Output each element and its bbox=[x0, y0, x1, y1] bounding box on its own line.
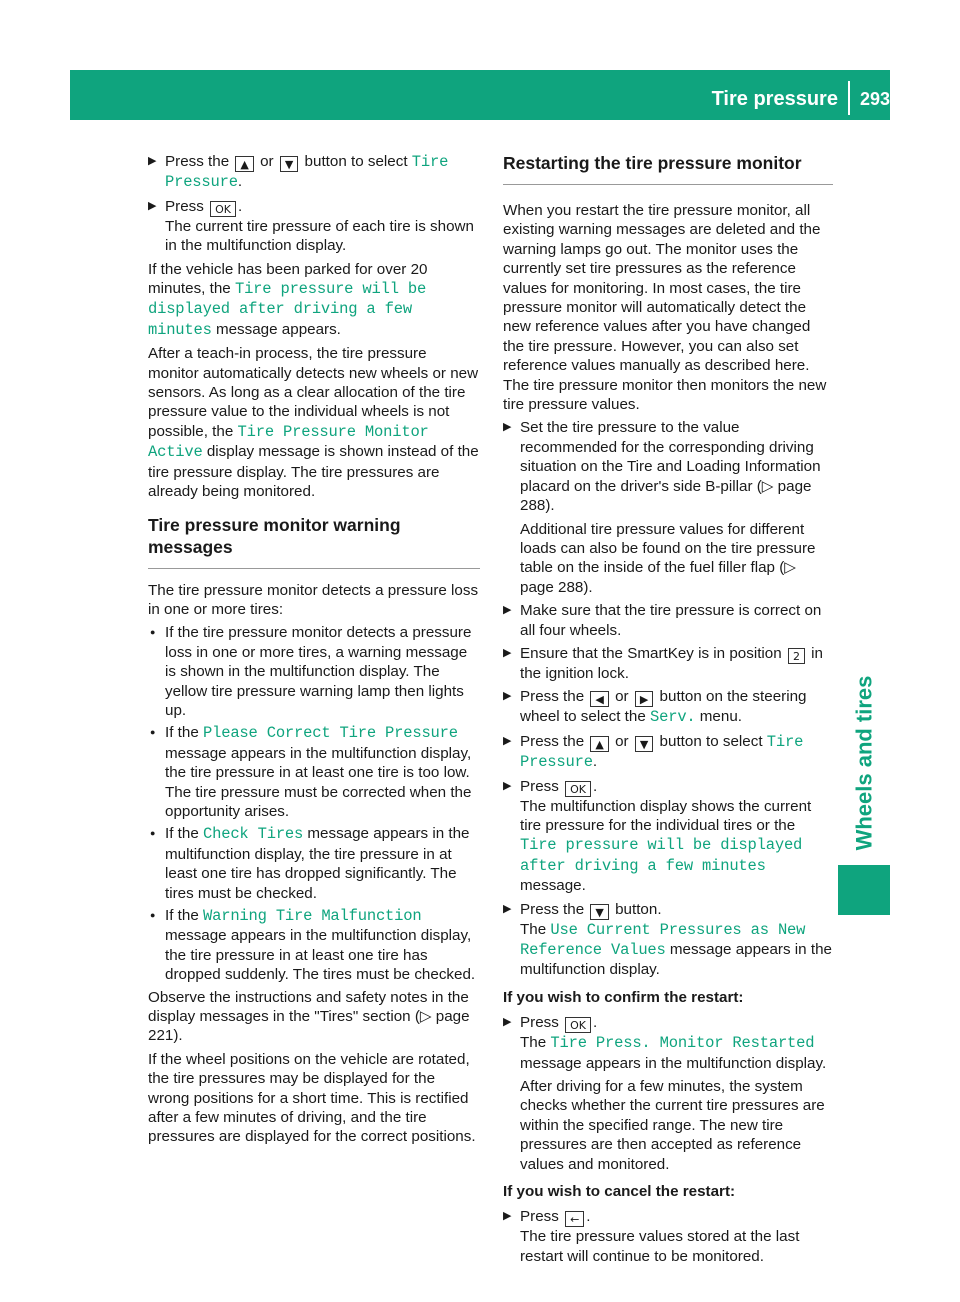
subheading-cancel: If you wish to cancel the restart: bbox=[503, 1183, 736, 1201]
step-note: After driving for a few minutes, the system checks whether the current tire pressures are within the specified range. The new tire pressures are then accepted as reference values and monitored. bbox=[520, 1078, 825, 1173]
paragraph: After a teach-in process, the tire pressure monitor automatically detects new wheels or new sensors. As long as a clear allocation of the tire pressure value to the individual wheels is not possible, the Tire Pressure Monitor Active display message is shown instead of the tire pressure display. The tire pressures are already being monitored. bbox=[148, 345, 479, 501]
display-message: Tire Pressure bbox=[165, 153, 449, 192]
display-message: Warning Tire Malfunction bbox=[203, 907, 422, 925]
instruction-step: ▶ Ensure that the SmartKey is in position 2 in the ignition lock. bbox=[503, 644, 833, 683]
display-message: Use Current Pressures as New Reference Values bbox=[520, 920, 806, 959]
step-result: The current tire pressure of each tire is shown in the multifunction display. bbox=[165, 217, 474, 255]
instruction-step: ▶ Press the ▼ button. The Use Current Pressures as New Reference Values message appears in the multifunction display. bbox=[503, 900, 833, 980]
down-arrow-key-icon: ▼ bbox=[280, 156, 298, 172]
ok-key-icon: OK bbox=[565, 781, 591, 797]
step-result: The tire pressure values stored at the last restart will continue to be monitored. bbox=[520, 1228, 800, 1265]
chapter-tab-label: Wheels and tires bbox=[851, 675, 877, 850]
instruction-step: ▶ Press the ▲ or ▼ button to select Tire Pressure. bbox=[503, 732, 833, 773]
paragraph: When you restart the tire pressure monitor, all existing warning messages are deleted and the warning lamps go out. The monitor uses the currently set tire pressures as the reference values for monitoring. In most cases, the tire pressure monitor will automatically detect the new reference values after you have changed the tire pressure. However, you can also set reference values manually as described here. The tire pressure monitor then monitors the new tire pressure values. bbox=[503, 202, 827, 414]
instruction-step: ▶ Press the ▲ or ▼ button to select Tire Pressure. bbox=[148, 152, 480, 193]
left-arrow-key-icon: ◀ bbox=[590, 691, 608, 707]
down-arrow-key-icon: ▼ bbox=[635, 736, 653, 752]
display-message: Tire Pressure Monitor Active bbox=[148, 422, 429, 462]
header bbox=[712, 86, 890, 114]
display-message: Serv. bbox=[650, 708, 696, 727]
instruction-step: ▶ Press OK . The multifunction display shows the current tire pressure for the individual tires or the Tire pressure will be displayed after driving a few minutes message. bbox=[503, 777, 833, 896]
instruction-step: ▶ Press ← . The tire pressure values stored at the last restart will continue to be monitored. bbox=[503, 1207, 833, 1266]
display-message: Check Tires bbox=[203, 825, 304, 844]
list-item: ● If the tire pressure monitor detects a pressure loss in one or more tires, a warning message is shown in the multifunction display. The yellow tire pressure warning lamp then lights up. bbox=[148, 623, 480, 720]
subheading-confirm: If you wish to confirm the restart: bbox=[503, 988, 744, 1006]
instruction-step: ▶ Press OK . The current tire pressure of each tire is shown in the multifunction display. bbox=[148, 197, 480, 256]
list-item: ● If the Warning Tire Malfunction message appears in the multifunction display, the tire pressure in at least one tire has dropped suddenly. The tires must be checked. bbox=[148, 906, 480, 985]
paragraph: The tire pressure monitor detects a pressure loss in one or more tires: bbox=[148, 581, 479, 618]
paragraph: Observe the instructions and safety notes in the display messages in the "Tires" section (▷ page 221). bbox=[148, 988, 470, 1045]
display-message: Tire Press. Monitor Restarted bbox=[550, 1034, 815, 1053]
paragraph: If the vehicle has been parked for over 20 minutes, the Tire pressure will be displayed after driving a few minutes message appears. bbox=[148, 260, 428, 339]
step-note: Additional tire pressure values for different loads can also be found on the tire pressure table on the inside of the fuel filler flap (▷ page 288). bbox=[520, 520, 816, 596]
section-heading: Restarting the tire pressure monitor bbox=[503, 152, 833, 185]
instruction-step: ▶ Press the ◀ or ▶ button on the steering wheel to select the Serv. menu. bbox=[503, 687, 833, 727]
display-message: Please Correct Tire Pressure bbox=[203, 724, 458, 743]
right-arrow-key-icon: ▶ bbox=[635, 691, 653, 707]
right-column bbox=[503, 152, 833, 1270]
chapter-tab bbox=[838, 640, 890, 885]
up-arrow-key-icon: ▲ bbox=[235, 156, 253, 172]
display-message: Tire pressure will be displayed after driving a few minutes bbox=[148, 280, 427, 339]
chapter-marker bbox=[838, 865, 890, 915]
ok-key-icon: OK bbox=[565, 1017, 591, 1033]
section-heading: Tire pressure monitor warning messages bbox=[148, 514, 480, 569]
instruction-step: ▶ Make sure that the tire pressure is correct on all four wheels. bbox=[503, 601, 833, 640]
instruction-step: ▶ Press OK . The Tire Press. Monitor Restarted message appears in the multifunction display. bbox=[503, 1013, 833, 1073]
ok-key-icon: OK bbox=[210, 201, 236, 217]
instruction-step: ▶ Set the tire pressure to the value recommended for the corresponding driving situation on the Tire and Loading Information placard on the driver's side B-pillar (▷ page 288). bbox=[503, 418, 833, 515]
display-message: Tire pressure will be displayed after driving a few minutes bbox=[520, 836, 803, 875]
back-key-icon: ← bbox=[565, 1211, 584, 1227]
header-divider bbox=[848, 81, 850, 115]
down-arrow-key-icon: ▼ bbox=[590, 904, 608, 920]
list-item: ● If the Please Correct Tire Pressure message appears in the multifunction display, the tire pressure in at least one tire is too low. The tire pressure must be corrected when the opportunity arises. bbox=[148, 723, 480, 821]
list-item: ● If the Check Tires message appears in the multifunction display, the tire pressure in at least one tire has dropped significantly. The tires must be checked. bbox=[148, 824, 480, 903]
left-column bbox=[148, 152, 480, 1151]
section-title: Tire pressure bbox=[711, 88, 838, 111]
page-number: 293 bbox=[859, 89, 890, 110]
position-2-key-icon: 2 bbox=[788, 648, 805, 664]
up-arrow-key-icon: ▲ bbox=[590, 736, 608, 752]
paragraph: If the wheel positions on the vehicle are rotated, the tire pressures may be displayed for the wrong positions for a short time. This is rectified after a few minutes of driving, and the tire pressures are displayed for the correct positions. bbox=[148, 1050, 476, 1146]
display-message: Tire Pressure bbox=[520, 732, 804, 772]
